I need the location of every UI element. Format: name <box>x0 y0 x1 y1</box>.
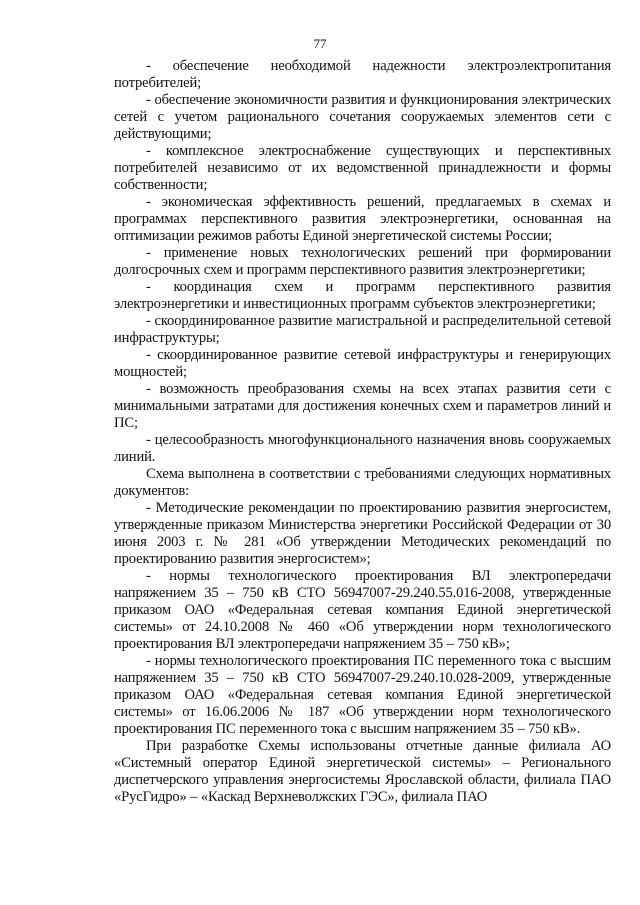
page-body <box>114 58 611 806</box>
paragraph: - целесообразность многофункционального назначения вновь сооружаемых линий. <box>114 432 611 465</box>
paragraph: - нормы технологического проектирования ВЛ электропередачи напряжением 35 – 750 кВ СТО 56947007-29.240.55.016-2008, утвержденные приказом ОАО «Федеральная сетевая компания Единой энергетической системы» от 24.10.2008 № 460 «Об утверждении норм технологического проектирования ВЛ электропередачи напряжением 35 – 750 кВ»; <box>114 568 611 652</box>
paragraph: - нормы технологического проектирования ПС переменного тока с высшим напряжением 35 – 750 кВ СТО 56947007-29.240.10.028-2009, утвержденные приказом ОАО «Федеральная сетевая компания Единой энергетической системы» от 16.06.2006 № 187 «Об утверждении норм технологического проектирования ПС переменного тока с высшим напряжением 35 – 750 кВ». <box>114 653 611 737</box>
page-number: 77 <box>313 36 327 51</box>
paragraph: - координация схем и программ перспективного развития электроэнергетики и инвестиционных программ субъектов электроэнергетики; <box>114 279 611 312</box>
paragraph: - обеспечение необходимой надежности электроэлектропитания потребителей; <box>114 58 611 91</box>
paragraph: - применение новых технологических решений при формировании долгосрочных схем и программ перспективного развития электроэнергетики; <box>114 245 611 278</box>
paragraph: - экономическая эффективность решений, предлагаемых в схемах и программах перспективного развития электроэнергетики, основанная на оптимизации режимов работы Единой энергетической системы России; <box>114 194 611 244</box>
paragraph: - комплексное электроснабжение существующих и перспективных потребителей независимо от их ведомственной принадлежности и формы собственности; <box>114 143 611 193</box>
paragraph: - возможность преобразования схемы на всех этапах развития сети с минимальными затратами для достижения конечных схем и параметров линий и ПС; <box>114 381 611 431</box>
paragraph: Схема выполнена в соответствии с требованиями следующих нормативных документов: <box>114 466 611 499</box>
paragraph: - скоординированное развитие магистральной и распределительной сетевой инфраструктуры; <box>114 313 611 346</box>
paragraph: - скоординированное развитие сетевой инфраструктуры и генерирующих мощностей; <box>114 347 611 380</box>
paragraph: При разработке Схемы использованы отчетные данные филиала АО «Системный оператор Единой энергетической системы» – Регионального диспетчерского управления энергосистемы Ярославской области, филиала ПАО «РусГидро» – «Каскад Верхневолжских ГЭС», филиала ПАО <box>114 738 611 805</box>
paragraph: - Методические рекомендации по проектированию развития энергосистем, утвержденные приказом Министерства энергетики Российской Федерации от 30 июня 2003 г. № 281 «Об утверждении Методических рекомендаций по проектированию развития энергосистем»; <box>114 500 611 567</box>
paragraph: - обеспечение экономичности развития и функционирования электрических сетей с учетом рационального сочетания сооружаемых элементов сети с действующими; <box>114 92 611 142</box>
